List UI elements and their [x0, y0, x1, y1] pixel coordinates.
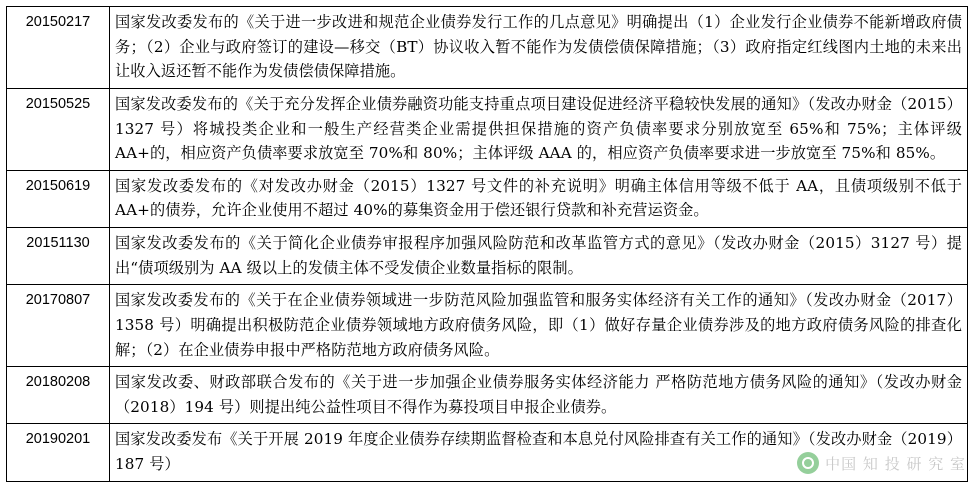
row-description: 国家发改委发布的《关于简化企业债券审报程序加强风险防范和改革监管方式的意见》（发改办财金（2015）3127 号）提出“债项级别为 AA 级以上的发债主体不受发债企业数量指标的限制。: [110, 228, 968, 285]
table-body: [7, 7, 968, 482]
table-row: [7, 424, 968, 481]
row-description: 国家发改委、财政部联合发布的《关于进一步加强企业债券服务实体经济能力 严格防范地方债务风险的通知》（发改办财金（2018）194 号）则提出纯公益性项目不得作为募投项目申报企业债券。: [110, 367, 968, 424]
row-description: 国家发改委发布的《关于进一步改进和规范企业债券发行工作的几点意见》明确提出（1）企业发行企业债券不能新增政府债务；（2）企业与政府签订的建设—移交（BT）协议收入暂不能作为发债偿债保障措施；（3）政府指定红线图内土地的未来出让收入返还暂不能作为发债偿债保障措施。: [110, 7, 968, 89]
table-row: [7, 7, 968, 89]
row-date: 20150619: [7, 170, 110, 227]
row-description: 国家发改委发布的《关于在企业债券领域进一步防范风险加强监管和服务实体经济有关工作的通知》（发改办财金（2017）1358 号）明确提出积极防范企业债券领域地方政府债务风险，即（1）做好存量企业债券涉及的地方政府债务风险的排查化解；（2）在企业债券申报中严格防范地方政府债务风险。: [110, 285, 968, 367]
table-row: [7, 88, 968, 170]
row-description: 国家发改委发布的《对发改办财金（2015）1327 号文件的补充说明》明确主体信用等级不低于 AA，且债项级别不低于 AA+的债券，允许企业使用不超过 40%的募集资金用于偿还银行贷款和补充营运资金。: [110, 170, 968, 227]
row-date: 20180208: [7, 367, 110, 424]
table-row: [7, 285, 968, 367]
row-date: 20150217: [7, 7, 110, 89]
watermark-text: 中国 知 投 研 究 室: [825, 454, 966, 473]
row-date: 20170807: [7, 285, 110, 367]
row-date: 20150525: [7, 88, 110, 170]
row-description: 国家发改委发布《关于开展 2019 年度企业债券存续期监督检查和本息兑付风险排查有关工作的通知》（发改办财金（2019）187 号）: [110, 424, 968, 481]
row-date: 20190201: [7, 424, 110, 481]
row-date: 20151130: [7, 228, 110, 285]
table-row: [7, 367, 968, 424]
table-row: [7, 170, 968, 227]
table-row: [7, 228, 968, 285]
row-description: 国家发改委发布的《关于充分发挥企业债券融资功能支持重点项目建设促进经济平稳较快发展的通知》（发改办财金（2015）1327 号）将城投类企业和一般生产经营类企业需提供担保措施的资产负债率要求分别放宽至 65%和 75%；主体评级 AA+的，相应资产负债率要求放宽至 70%和 80%；主体评级 AAA 的，相应资产负债率要求进一步放宽至 75%和 85%。: [110, 88, 968, 170]
policy-timeline-table: [6, 6, 968, 482]
